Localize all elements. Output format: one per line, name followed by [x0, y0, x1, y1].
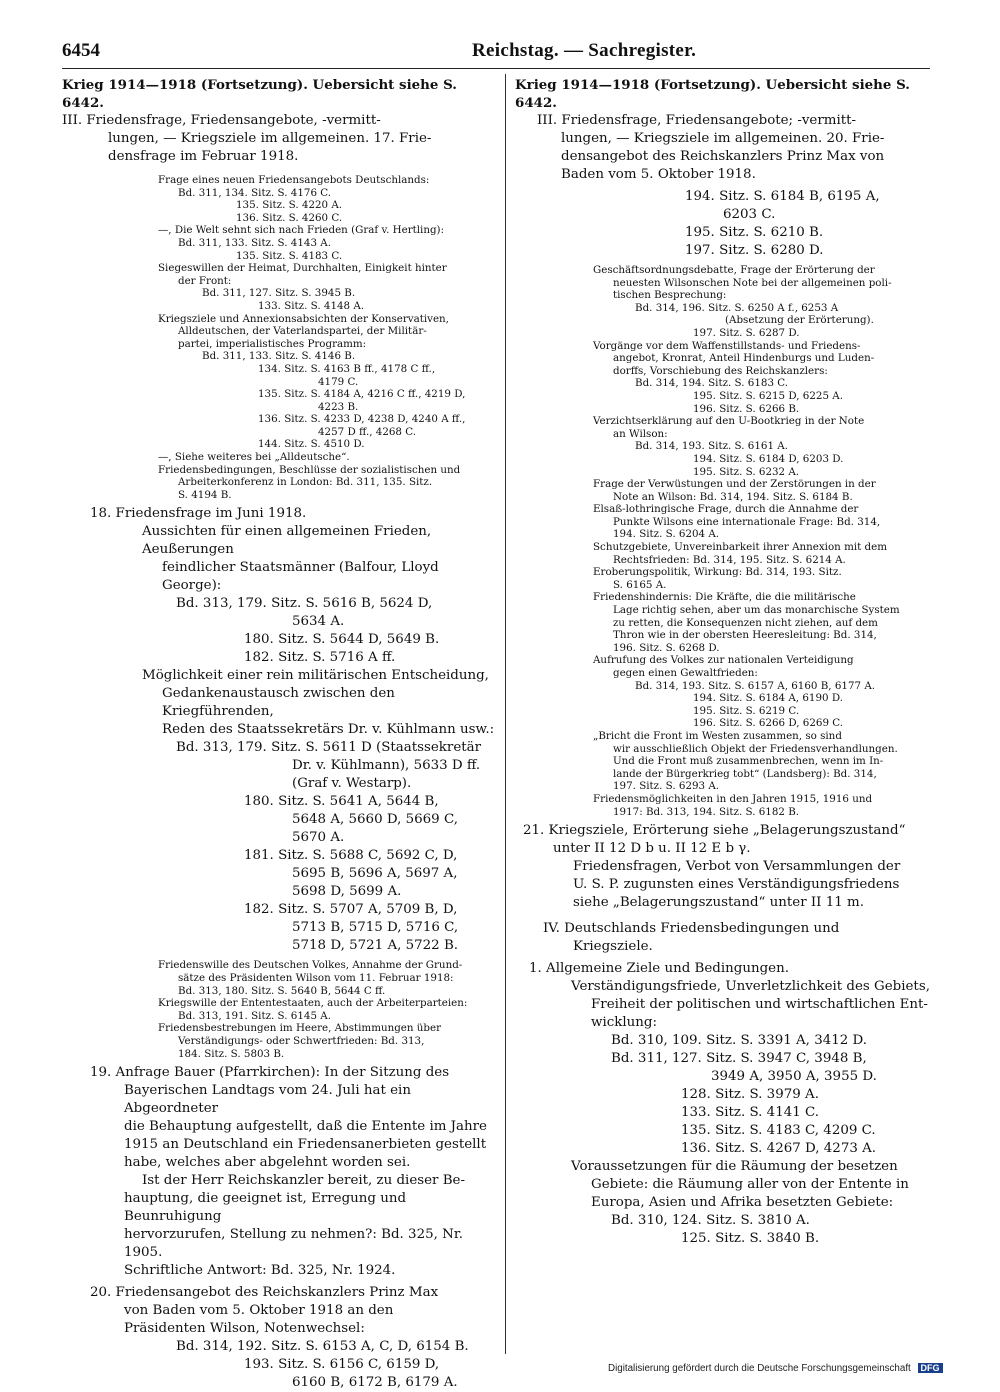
entry-text: hervorzurufen, Stellung zu nehmen?: Bd. 325, Nr. 1905.: [124, 1227, 464, 1261]
entry-ref: (Graf v. Westarp).: [292, 776, 412, 792]
entry-text: hauptung, die geeignet ist, Erregung und Beunruhigung: [124, 1191, 407, 1225]
subsection-heading: 21. Kriegsziele, Erörterung siehe „Belagerungszustand“: [523, 823, 906, 839]
entry-text: Geschäftsordnungsdebatte, Frage der Erörterung der: [593, 264, 875, 276]
entry-ref: 194. Sitz. S. 6184 B, 6195 A,: [685, 189, 880, 204]
entry-ref: 136. Sitz. S. 4233 D, 4238 D, 4240 A ff.,: [258, 413, 466, 426]
section-heading: Krieg 1914—1918 (Fortsetzung). Uebersicht siehe S. 6442.: [62, 77, 457, 111]
entry-ref: 6160 B, 6172 B, 6179 A.: [292, 1375, 458, 1391]
entry-ref: Rechtsfrieden: Bd. 314, 195. Sitz. S. 6214 A.: [613, 553, 846, 566]
entry-text: wir ausschließlich Objekt der Friedensverhandlungen.: [613, 742, 898, 755]
entry-ref: 5670 A.: [292, 830, 345, 846]
entry-text: Bayerischen Landtags vom 24. Juli hat ein Abgeordneter: [124, 1083, 411, 1117]
entry-ref: Bd. 314, 194. Sitz. S. 6183 C.: [635, 377, 789, 390]
entry-ref: Dr. v. Kühlmann), 5633 D ff.: [292, 758, 481, 774]
entry-ref: 195. Sitz. S. 6219 C.: [693, 704, 800, 717]
entry-text: Verzichtserklärung auf den U-Bootkrieg in der Note: [593, 415, 865, 428]
entry-text: Friedensbedingungen, Beschlüsse der sozialistischen und: [158, 463, 461, 476]
entry-ref: 182. Sitz. S. 5707 A, 5709 B, D,: [244, 902, 458, 918]
entry-text: sätze des Präsidenten Wilson vom 11. Februar 1918:: [178, 972, 454, 985]
entry-text: wicklung:: [591, 1015, 657, 1031]
entry-text: Schutzgebiete, Unvereinbarkeit ihrer Annexion mit dem: [593, 541, 887, 554]
column-divider: [505, 74, 506, 1354]
entry-text: Schriftliche Antwort: Bd. 325, Nr. 1924.: [124, 1263, 396, 1279]
entry-text: der Front:: [178, 274, 232, 287]
entry-ref: 136. Sitz. S. 4267 D, 4273 A.: [681, 1141, 877, 1157]
entry-text: Eroberungspolitik, Wirkung: Bd. 314, 193. Sitz.: [593, 566, 842, 579]
entry-ref: Bd. 313, 179. Sitz. S. 5611 D (Staatssekretär: [176, 740, 482, 756]
entry-ref: Bd. 311, 127. Sitz. S. 3945 B.: [202, 287, 356, 300]
entry-ref: 197. Sitz. S. 6293 A.: [613, 780, 720, 793]
entry-text: gegen einen Gewaltfrieden:: [613, 667, 758, 679]
entry-text: U. S. P. zugunsten eines Verständigungsfriedens: [573, 877, 900, 893]
section-subheading: lungen, — Kriegsziele im allgemeinen. 20. Frie-: [561, 131, 885, 146]
entry-ref: Note an Wilson: Bd. 314, 194. Sitz. S. 6184 B.: [613, 490, 853, 503]
entry-text: Und die Front muß zusammenbrechen, wenn im In-: [613, 755, 884, 768]
entry-ref: 195. Sitz. S. 6215 D, 6225 A.: [693, 389, 843, 402]
entry-ref: Bd. 311, 133. Sitz. S. 4143 A.: [178, 236, 331, 249]
section-subheading: Baden vom 5. Oktober 1918.: [561, 167, 756, 182]
entry-ref: 181. Sitz. S. 5688 C, 5692 C, D,: [244, 848, 458, 864]
entry-ref: Bd. 314, 193. Sitz. S. 6157 A, 6160 B, 6177 A.: [635, 679, 876, 692]
entry-ref: 180. Sitz. S. 5641 A, 5644 B,: [244, 794, 439, 810]
entry-text: Freiheit der politischen und wirtschaftlichen Ent-: [591, 997, 928, 1013]
entry-text: Kriegsziele und Annexionsabsichten der Konservativen,: [158, 312, 449, 325]
entry-text: habe, welches aber abgelehnt worden sei.: [124, 1155, 411, 1171]
entry-ref: Bd. 314, 196. Sitz. S. 6250 A f., 6253 A: [635, 301, 839, 314]
entry-ref: 5698 D, 5699 A.: [292, 884, 402, 900]
entry-text: tischen Besprechung:: [613, 289, 727, 302]
entry-text: Friedenshindernis: Die Kräfte, die die militärische: [593, 591, 856, 604]
entry-text: —, Siehe weiteres bei „Alldeutsche“.: [158, 451, 350, 464]
entry-text: Aussichten für einen allgemeinen Frieden, Aeußerungen: [142, 524, 432, 558]
entry-text: —, Die Welt sehnt sich nach Frieden (Graf v. Hertling):: [158, 224, 445, 237]
entry-text: „Bricht die Front im Westen zusammen, so sind: [593, 729, 842, 742]
section-subheading: densfrage im Februar 1918.: [108, 149, 299, 164]
entry-text: Alldeutschen, der Vaterlandspartei, der Militär-: [178, 325, 427, 338]
subsection-heading: 18. Friedensfrage im Juni 1918.: [90, 506, 307, 522]
entry-text: 1915 an Deutschland ein Friedensanerbieten gestellt: [124, 1137, 487, 1153]
entry-text: Gebiete: die Räumung aller von der Entente in: [591, 1177, 909, 1193]
entry-text: Lage richtig sehen, aber um das monarchische System: [613, 604, 900, 617]
entry-ref: 196. Sitz. S. 6268 D.: [613, 641, 720, 654]
entry-text: zu retten, die Konsequenzen nicht ziehen, auf dem: [613, 616, 878, 629]
entry-text: Aufrufung des Volkes zur nationalen Verteidigung: [593, 654, 854, 667]
entry-text: Ist der Herr Reichskanzler bereit, zu dieser Be-: [142, 1173, 465, 1189]
entry-ref: Bd. 313, 179. Sitz. S. 5616 B, 5624 D,: [176, 596, 433, 612]
entry-text: Frage eines neuen Friedensangebots Deutschlands:: [158, 174, 430, 186]
entry-text: angebot, Kronrat, Anteil Hindenburgs und Luden-: [613, 352, 875, 365]
entry-ref: 135. Sitz. S. 4220 A.: [236, 199, 343, 212]
entry-ref: 193. Sitz. S. 6156 C, 6159 D,: [244, 1357, 440, 1373]
entry-text: Vorgänge vor dem Waffenstillstands- und Friedens-: [593, 339, 861, 352]
entry-ref: 5718 D, 5721 A, 5722 B.: [292, 938, 459, 954]
entry-text: dorffs, Vorschiebung des Reichskanzlers:: [613, 364, 828, 377]
entry-ref: 194. Sitz. S. 6184 A, 6190 D.: [693, 692, 843, 705]
entry-ref: 135. Sitz. S. 4184 A, 4216 C ff., 4219 D,: [258, 388, 466, 401]
section-subheading: III. Friedensfrage, Friedensangebote; -vermitt-: [537, 113, 857, 128]
section-heading: Krieg 1914—1918 (Fortsetzung). Uebersicht siehe S. 6442.: [515, 77, 910, 111]
entry-text: feindlicher Staatsmänner (Balfour, Lloyd George):: [162, 560, 439, 594]
entry-ref: 144. Sitz. S. 4510 D.: [258, 438, 365, 451]
subsection-heading: 20. Friedensangebot des Reichskanzlers Prinz Max: [90, 1285, 439, 1301]
section-subheading: lungen, — Kriegsziele im allgemeinen. 17. Frie-: [108, 131, 432, 146]
entry-ref: Bd. 314, 193. Sitz. S. 6161 A.: [635, 440, 788, 453]
entry-ref: Bd. 310, 124. Sitz. S. 3810 A.: [611, 1213, 810, 1229]
entry-ref: 4179 C.: [318, 375, 359, 388]
entry-text: siehe „Belagerungszustand“ unter II 11 m.: [573, 895, 864, 911]
footer-text: Digitalisierung gefördert durch die Deutsche Forschungsgemeinschaft: [608, 1363, 911, 1374]
entry-text: Europa, Asien und Afrika besetzten Gebiete:: [591, 1195, 894, 1211]
entry-ref: 195. Sitz. S. 6210 B.: [685, 225, 824, 240]
entry-ref: 135. Sitz. S. 4183 C, 4209 C.: [681, 1123, 876, 1139]
entry-text: Arbeiterkonferenz in London: Bd. 311, 135. Sitz.: [178, 476, 433, 489]
entry-ref: 125. Sitz. S. 3840 B.: [681, 1231, 820, 1247]
subsection-heading: 19. Anfrage Bauer (Pfarrkirchen): In der Sitzung des: [90, 1065, 450, 1081]
entry-ref: 5695 B, 5696 A, 5697 A,: [292, 866, 458, 882]
section-subheading: densangebot des Reichskanzlers Prinz Max von: [561, 149, 885, 164]
entry-ref: 184. Sitz. S. 5803 B.: [178, 1047, 285, 1060]
entry-ref: S. 4194 B.: [178, 488, 232, 501]
entry-ref: 180. Sitz. S. 5644 D, 5649 B.: [244, 632, 440, 648]
entry-ref: 5648 A, 5660 D, 5669 C,: [292, 812, 458, 828]
entry-ref: 135. Sitz. S. 4183 C.: [236, 249, 343, 262]
entry-text: Verständigungsfriede, Unverletzlichkeit des Gebiets,: [571, 979, 930, 995]
entry-ref: 133. Sitz. S. 4141 C.: [681, 1105, 820, 1121]
entry-text: Möglichkeit einer rein militärischen Entscheidung,: [142, 668, 489, 684]
entry-ref: 197. Sitz. S. 6280 D.: [685, 243, 824, 258]
page-number: 6454: [62, 40, 100, 61]
entry-ref: 136. Sitz. S. 4260 C.: [236, 211, 343, 224]
entry-text: Siegeswillen der Heimat, Durchhalten, Einigkeit hinter: [158, 262, 447, 275]
entry-text: Verständigungs- oder Schwertfrieden: Bd. 313,: [178, 1035, 425, 1047]
section-heading-iv: IV. Deutschlands Friedensbedingungen und: [543, 921, 840, 937]
right-column: [515, 76, 933, 1248]
entry-ref: 4257 D ff., 4268 C.: [318, 425, 417, 438]
section-subheading: III. Friedensfrage, Friedensangebote, -vermitt-: [62, 113, 381, 128]
entry-text: Voraussetzungen für die Räumung der besetzen: [571, 1159, 898, 1175]
entry-ref: (Absetzung der Erörterung).: [725, 314, 874, 327]
section-heading-iv: Kriegsziele.: [573, 939, 653, 955]
entry-ref: 1917: Bd. 313, 194. Sitz. S. 6182 B.: [613, 805, 800, 818]
header-rule: [62, 68, 930, 69]
running-title: Reichstag. — Sachregister.: [472, 40, 697, 61]
entry-text: Friedensfragen, Verbot von Versammlungen der: [573, 859, 901, 875]
entry-ref: Bd. 311, 134. Sitz. S. 4176 C.: [178, 186, 332, 199]
entry-text: Frage der Verwüstungen und der Zerstörungen in der: [593, 478, 876, 491]
entry-ref: Bd. 313, 180. Sitz. S. 5640 B, 5644 C ff.: [178, 984, 386, 997]
entry-text: Thron wie in der obersten Heeresleitung: Bd. 314,: [613, 629, 877, 642]
entry-ref: 134. Sitz. S. 4163 B ff., 4178 C ff.,: [258, 362, 436, 375]
entry-text: von Baden vom 5. Oktober 1918 an den: [124, 1303, 394, 1319]
entry-ref: 4223 B.: [318, 400, 359, 413]
left-column: [62, 76, 496, 1392]
entry-ref: 194. Sitz. S. 6184 D, 6203 D.: [693, 452, 844, 465]
entry-ref: 196. Sitz. S. 6266 D, 6269 C.: [693, 717, 844, 730]
entry-text: Elsaß-lothringische Frage, durch die Annahme der: [593, 503, 859, 516]
footer: [608, 1363, 943, 1374]
entry-text: Kriegswille der Ententestaaten, auch der Arbeiterparteien:: [158, 997, 468, 1010]
entry-ref: 194. Sitz. S. 6204 A.: [613, 528, 720, 541]
entry-text: Friedenswille des Deutschen Volkes, Annahme der Grund-: [158, 959, 463, 972]
dfg-logo-icon: DFG: [918, 1363, 943, 1373]
entry-text: an Wilson:: [613, 427, 668, 440]
entry-text: Gedankenaustausch zwischen den Kriegführenden,: [162, 686, 395, 720]
entry-text: die Behauptung aufgestellt, daß die Entente im Jahre: [124, 1119, 487, 1135]
entry-text: Präsidenten Wilson, Notenwechsel:: [124, 1321, 365, 1337]
entry-ref: Bd. 310, 109. Sitz. S. 3391 A, 3412 D.: [611, 1033, 868, 1049]
entry-ref: 128. Sitz. S. 3979 A.: [681, 1087, 819, 1103]
entry-text: Friedensbestrebungen im Heere, Abstimmungen über: [158, 1022, 442, 1035]
entry-text: Punkte Wilsons eine internationale Frage: Bd. 314,: [613, 515, 881, 528]
entry-ref: S. 6165 A.: [613, 578, 667, 591]
entry-ref: 6203 C.: [723, 207, 776, 222]
entry-ref: 5634 A.: [292, 614, 345, 630]
entry-text: Friedensmöglichkeiten in den Jahren 1915, 1916 und: [593, 792, 873, 805]
entry-text: unter II 12 D b u. II 12 E b γ.: [553, 841, 751, 857]
entry-ref: 5713 B, 5715 D, 5716 C,: [292, 920, 459, 936]
entry-text: neuesten Wilsonschen Note bei der allgemeinen poli-: [613, 276, 892, 289]
entry-text: Reden des Staatssekretärs Dr. v. Kühlmann usw.:: [162, 722, 495, 738]
entry-text: lande der Bürgerkrieg tobt“ (Landsberg): Bd. 314,: [613, 767, 877, 780]
entry-text: partei, imperialistisches Programm:: [178, 337, 367, 350]
subsection-heading: 1. Allgemeine Ziele und Bedingungen.: [529, 961, 789, 977]
entry-ref: 196. Sitz. S. 6266 B.: [693, 402, 800, 415]
entry-ref: 182. Sitz. S. 5716 A ff.: [244, 650, 396, 666]
page-header: [62, 40, 930, 68]
entry-ref: 3949 A, 3950 A, 3955 D.: [711, 1069, 877, 1085]
entry-ref: 133. Sitz. S. 4148 A.: [258, 299, 365, 312]
entry-ref: Bd. 314, 192. Sitz. S. 6153 A, C, D, 6154 B.: [176, 1339, 469, 1355]
entry-ref: 197. Sitz. S. 6287 D.: [693, 326, 800, 339]
entry-ref: Bd. 311, 133. Sitz. S. 4146 B.: [202, 350, 356, 363]
entry-ref: Bd. 311, 127. Sitz. S. 3947 C, 3948 B,: [611, 1051, 867, 1067]
entry-ref: 195. Sitz. S. 6232 A.: [693, 465, 800, 478]
entry-ref: Bd. 313, 191. Sitz. S. 6145 A.: [178, 1009, 331, 1022]
